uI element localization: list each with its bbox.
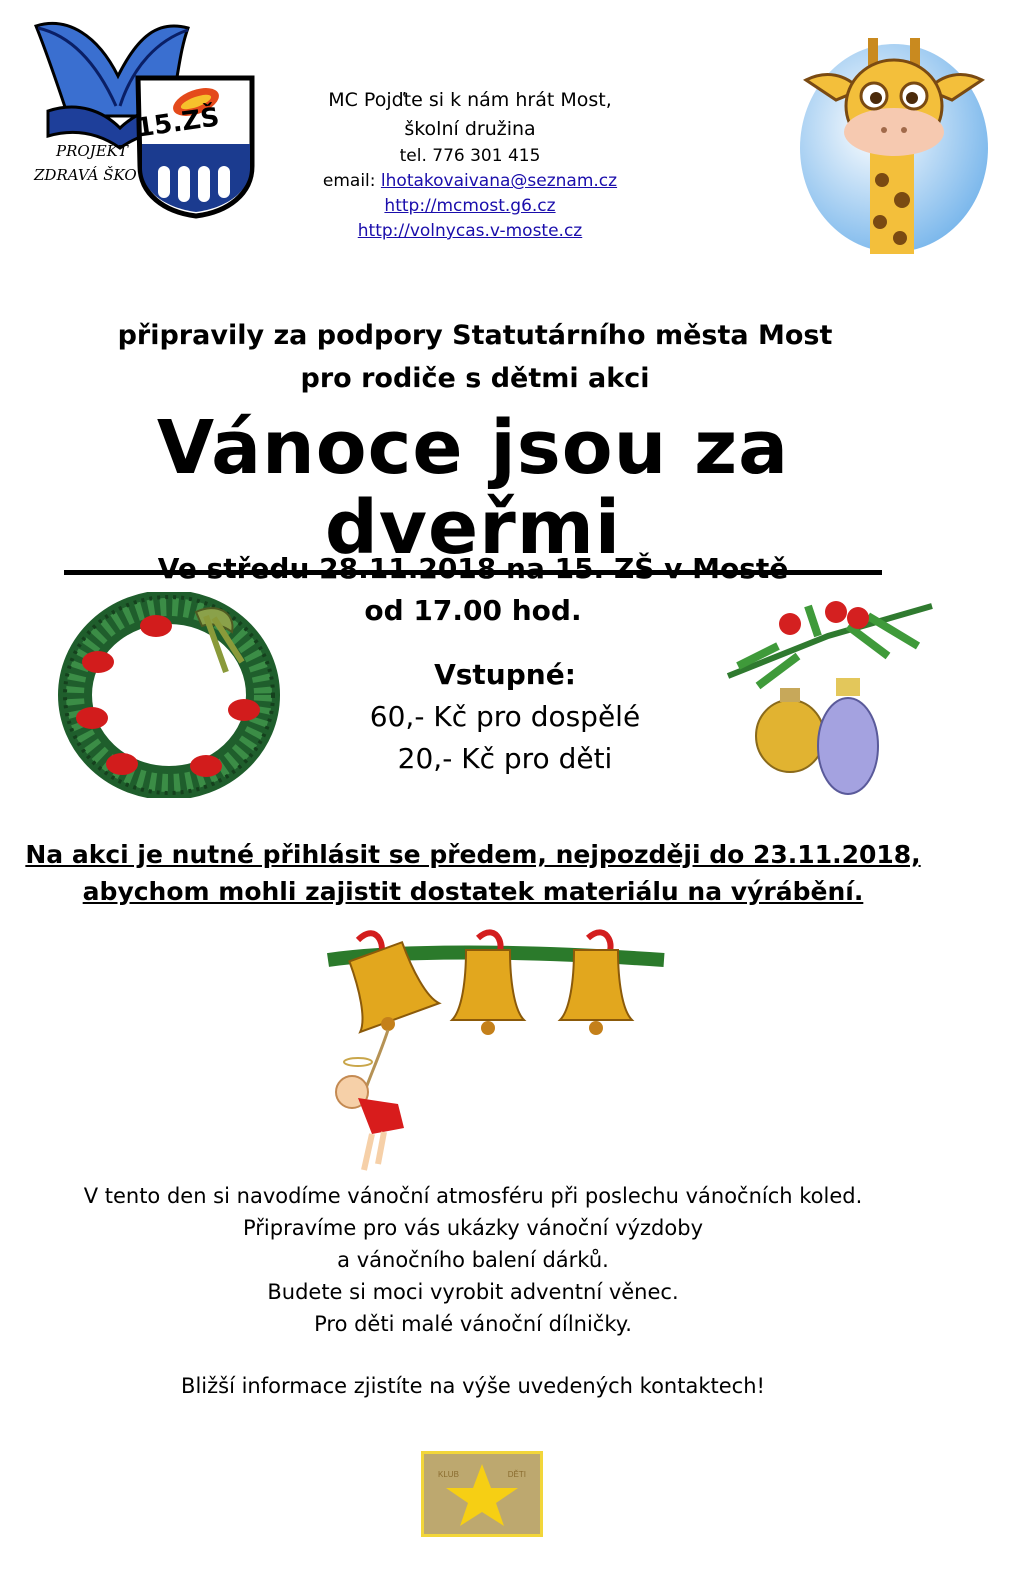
info-line-2: Připravíme pro vás ukázky vánoční výzdoby: [243, 1216, 703, 1240]
event-date-line-1: Ve středu 28.11.2018 na 15. ZŠ v Mostě: [157, 552, 789, 585]
wreath-image: [56, 592, 282, 798]
fee-child: 20,- Kč pro děti: [397, 742, 613, 775]
bells-image: [318, 920, 674, 1176]
fee-block: [330, 654, 680, 780]
school-badge-text: 15.ZŠ: [134, 102, 222, 144]
event-title: Vánoce jsou za dveřmi: [64, 408, 882, 575]
giraffe-logo: [796, 30, 992, 254]
fee-heading: Vstupné:: [434, 658, 576, 691]
notice-line-1: Na akci je nutné přihlásit se předem, nejpozději do 23.11.2018,: [25, 840, 921, 869]
info-line-1: V tento den si navodíme vánoční atmosféru při poslechu vánočních koled.: [83, 1184, 863, 1208]
info-block: [0, 1180, 946, 1402]
info-line-3: a vánočního balení dárků.: [337, 1248, 609, 1272]
fee-adult: 60,- Kč pro dospělé: [369, 700, 641, 733]
logo-text-right: DĚTI: [507, 1470, 526, 1479]
registration-notice: [0, 836, 946, 910]
email-label: email:: [322, 171, 376, 191]
klub-deti-logo: [421, 1451, 543, 1537]
star-icon: [424, 1454, 540, 1534]
phone: tel. 776 301 415: [399, 146, 541, 166]
subtitle: [0, 314, 950, 400]
event-date-line-2: od 17.00 hod.: [364, 594, 582, 627]
school-logo-text-2: ZDRAVÁ ŠKO: [34, 166, 137, 184]
info-line-5: Pro děti malé vánoční dílničky.: [314, 1312, 632, 1336]
org-name: MC Pojďte si k nám hrát Most,: [328, 89, 612, 111]
school-logo-text-1: PROJEKT: [56, 142, 128, 160]
bells-icon: [318, 920, 674, 1176]
ornaments-icon: [718, 596, 936, 804]
contact-block: [250, 86, 690, 244]
giraffe-icon: [796, 30, 992, 254]
logo-text-left: KLUB: [438, 1470, 459, 1479]
notice-line-2: abychom mohli zajistit dostatek materiálu na výrábění.: [82, 877, 864, 906]
website-link-2[interactable]: http://volnycas.v-moste.cz: [357, 221, 583, 241]
school-logo: [28, 16, 260, 226]
email-row: [250, 169, 690, 194]
website-link-1[interactable]: http://mcmost.g6.cz: [384, 196, 556, 216]
org-name-2: školní družina: [404, 118, 536, 140]
info-line-4: Budete si moci vyrobit adventní věnec.: [267, 1280, 679, 1304]
subtitle-line-1: připravily za podpory Statutárního města Most: [117, 320, 833, 351]
subtitle-line-2: pro rodiče s dětmi akci: [300, 363, 650, 394]
info-line-6: Bližší informace zjistíte na výše uvedených kontaktech!: [181, 1374, 765, 1398]
email-link[interactable]: lhotakovaivana@seznam.cz: [380, 171, 618, 191]
ornaments-image: [718, 596, 936, 804]
wreath-icon: [56, 592, 282, 798]
